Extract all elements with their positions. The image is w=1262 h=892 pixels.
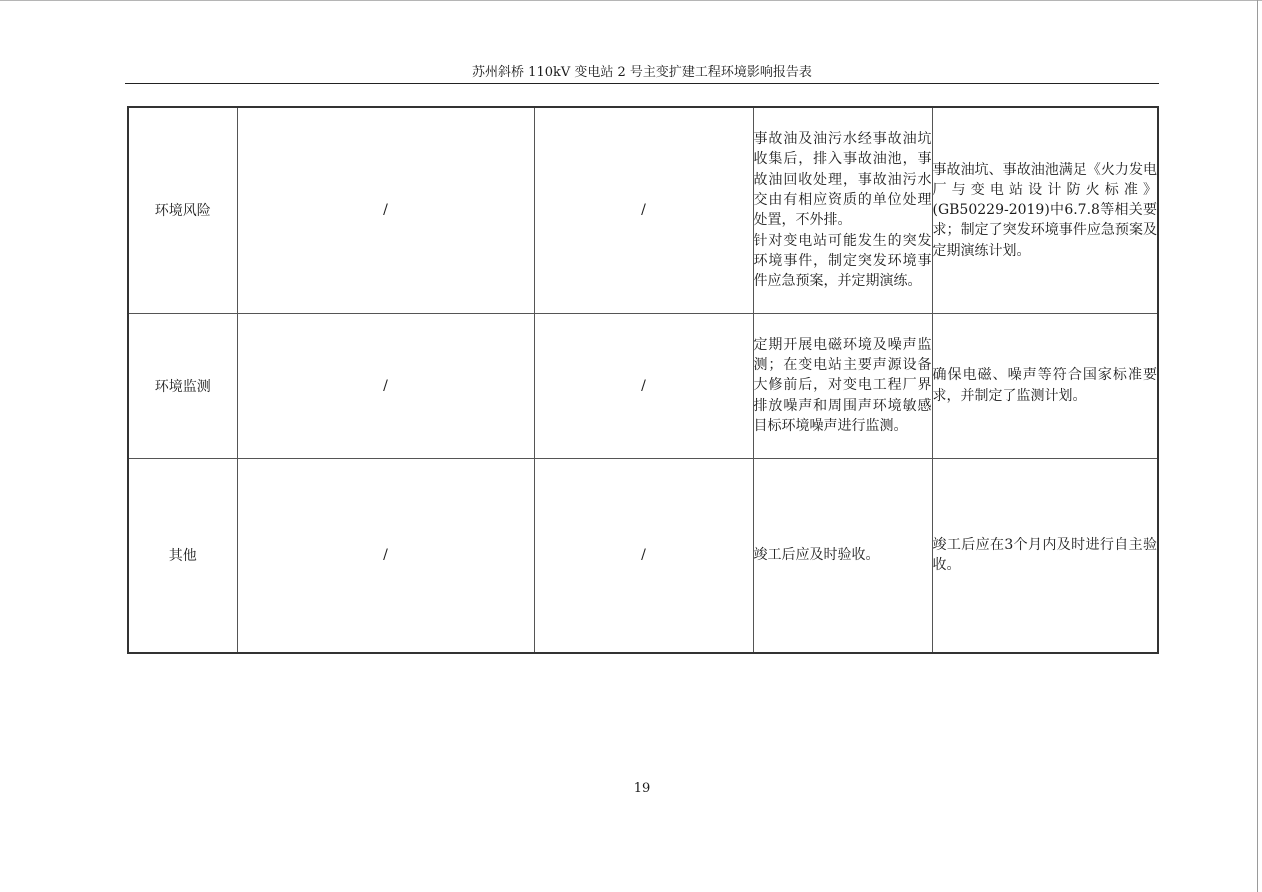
empty-cell-slash: / — [534, 313, 753, 458]
result-cell — [932, 458, 1158, 653]
empty-cell-slash: / — [237, 458, 534, 653]
result-text: 竣工后应在3个月内及时进行自主验收。 — [932, 536, 1157, 574]
row-label: 环境监测 — [128, 313, 237, 458]
measure-cell — [753, 313, 932, 458]
measure-paragraph: 竣工后应及时验收。 — [753, 547, 880, 564]
measures-table — [127, 106, 1159, 654]
empty-cell-slash: / — [237, 313, 534, 458]
header-rule — [125, 83, 1159, 84]
measure-paragraph: 针对变电站可能发生的突发环境事件，制定突发环境事件应急预案，并定期演练。 — [753, 232, 932, 290]
table-row-other — [128, 458, 1158, 653]
row-label: 其他 — [128, 458, 237, 653]
measure-cell — [753, 107, 932, 313]
empty-cell-slash: / — [237, 107, 534, 313]
measure-paragraph: 定期开展电磁环境及噪声监测；在变电站主要声源设备大修前后，对变电工程厂界排放噪声和周围声环境敏感目标环境噪声进行监测。 — [753, 336, 932, 434]
table-row-risk — [128, 107, 1158, 313]
measure-cell — [753, 458, 932, 653]
page-number: 19 — [633, 781, 651, 796]
table-row-monitoring — [128, 313, 1158, 458]
empty-cell-slash: / — [534, 458, 753, 653]
result-text: 事故油坑、事故油池满足《火力发电厂与变电站设计防火标准》(GB50229-2019)中6.7.8等相关要求；制定了突发环境事件应急预案及定期演练计划。 — [932, 161, 1157, 259]
empty-cell-slash: / — [534, 107, 753, 313]
result-cell — [932, 313, 1158, 458]
measure-paragraph: 事故油及油污水经事故油坑收集后，排入事故油池，事故油回收处理，事故油污水交由有相应资质的单位处理处置，不外排。 — [753, 131, 932, 229]
result-text: 确保电磁、噪声等符合国家标准要求，并制定了监测计划。 — [932, 367, 1157, 404]
document-header-title: 苏州斜桥 110kV 变电站 2 号主变扩建工程环境影响报告表 — [472, 65, 812, 80]
page-right-edge — [1257, 0, 1258, 892]
row-label: 环境风险 — [128, 107, 237, 313]
result-cell — [932, 107, 1158, 313]
page-top-edge — [0, 0, 1262, 1]
